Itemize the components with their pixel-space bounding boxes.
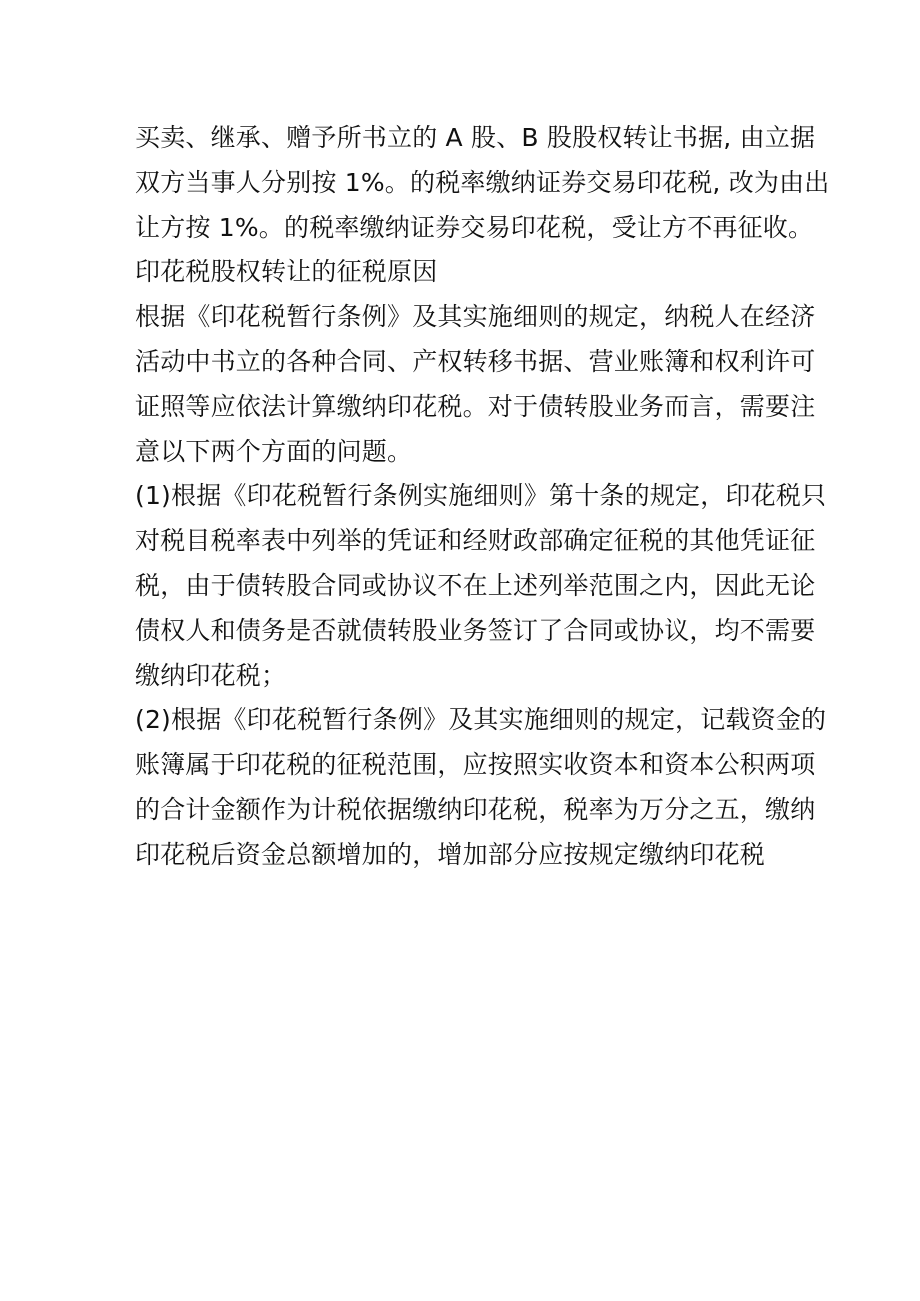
text-line: 税，由于债转股合同或协议不在上述列举范围之内，因此无论 xyxy=(135,570,816,600)
text-line: 让方按 1%。的税率缴纳证券交易印花税，受让方不再征收。 xyxy=(135,212,814,242)
text-line: 意以下两个方面的问题。 xyxy=(135,436,413,466)
text-line: 缴纳印花税； xyxy=(135,660,287,690)
text-line: 的合计金额作为计税依据缴纳印花税，税率为万分之五，缴纳 xyxy=(135,794,816,824)
text-line: 活动中书立的各种合同、产权转移书据、营业账簿和权利许可 xyxy=(135,346,816,376)
text-line: 印花税后资金总额增加的，增加部分应按规定缴纳印花税 xyxy=(135,839,766,869)
text-line: 对税目税率表中列举的凭证和经财政部确定征税的其他凭证征 xyxy=(135,526,816,556)
text-line: 证照等应依法计算缴纳印花税。对于债转股业务而言，需要注 xyxy=(135,391,816,421)
text-line: 双方当事人分别按 1%。的税率缴纳证券交易印花税, 改为由出 xyxy=(135,167,830,197)
text-line: 账簿属于印花税的征税范围，应按照实收资本和资本公积两项 xyxy=(135,750,816,780)
text-line: 买卖、继承、赠予所书立的 A 股、B 股股权转让书据, 由立据 xyxy=(135,123,816,152)
text-line: 根据《印花税暂行条例》及其实施细则的规定，纳税人在经济 xyxy=(135,302,816,332)
text-line: 债权人和债务是否就债转股业务签订了合同或协议，均不需要 xyxy=(135,615,816,645)
document-body xyxy=(135,116,830,878)
text-line: (1)根据《印花税暂行条例实施细则》第十条的规定，印花税只 xyxy=(135,481,827,511)
text-line: (2)根据《印花税暂行条例》及其实施细则的规定，记载资金的 xyxy=(135,705,827,735)
section-heading: 印花税股权转让的征税原因 xyxy=(135,257,438,287)
